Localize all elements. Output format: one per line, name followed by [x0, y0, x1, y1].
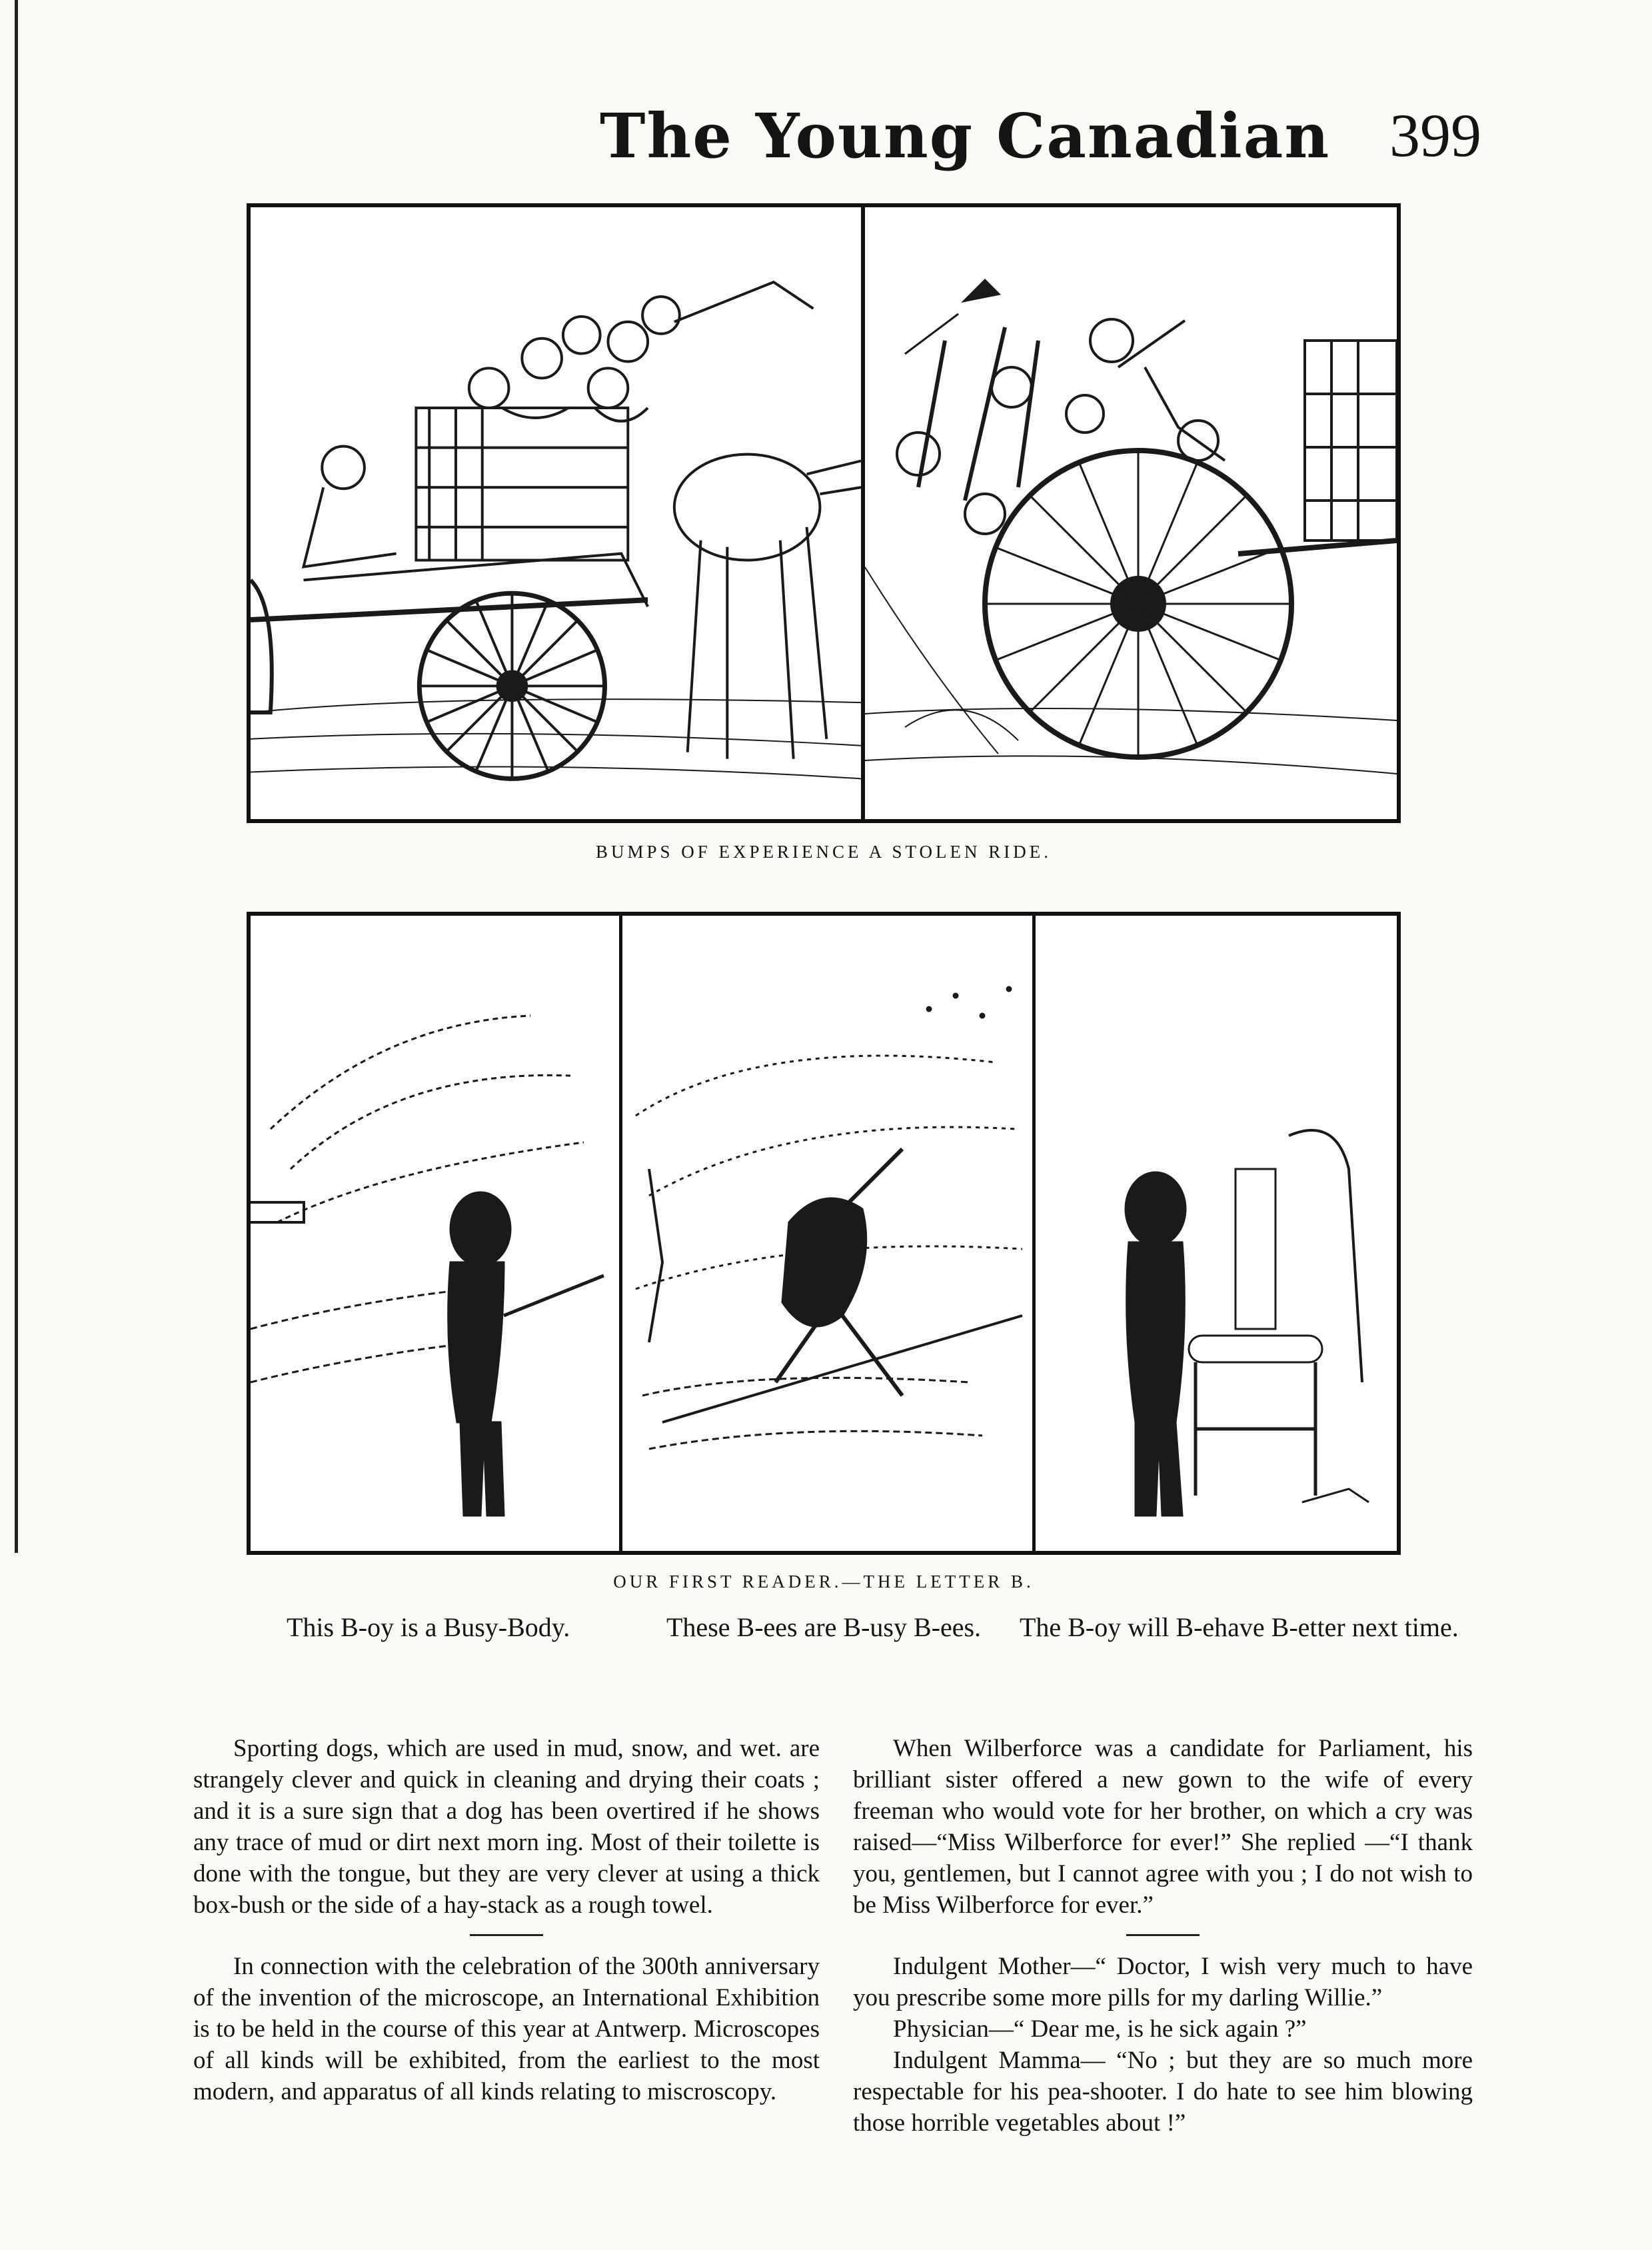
cart-crash-drawing	[865, 207, 1397, 819]
page-number: 399	[1389, 101, 1481, 169]
paragraph-indulgent-mother: Indulgent Mother—“ Doctor, I wish very much to have you prescribe some more pills for my darling Willie.”	[853, 1953, 1473, 2011]
masthead	[0, 100, 1652, 180]
paragraph-physician: Physician—“ Dear me, is he sick again ?”	[893, 2015, 1307, 2043]
paragraph-sporting-dogs: Sporting dogs, which are used in mud, snow, and wet. are strangely clever and quick in cleaning and drying their coats ; and it is a sure sign that a dog has been overtired if he shows any trace of mud or dirt next morn ing. Most of their toilette is done with the tongue, but they are very clever at using a thick box-bush or the side of a hay-stack as a rough towel.	[193, 1735, 820, 1919]
page-margin-rule	[15, 0, 18, 1553]
bees-swarm-drawing	[622, 916, 1032, 1551]
subcaption-behave-better: The B-oy will B-ehave B-etter next time.	[1020, 1612, 1459, 1642]
paragraph-indulgent-mamma: Indulgent Mamma— “No ; but they are so much more respectable for his pea-shooter. I do hate to see him blowing those horrible vegetables about !”	[853, 2047, 1473, 2137]
top-illustration	[247, 203, 1401, 823]
publication-title: The Young Canadian	[600, 100, 1331, 172]
paragraph-microscope-exhibition: In connection with the celebration of the 300th anniversary of the invention of the microscope, an International Exhibition is to be held in the course of this year at Antwerp. Microscopes of all kinds will be exhibited, from the earliest to the most modern, and apparatus of all kinds relating to miscroscopy.	[193, 1953, 820, 2105]
top-figure-caption: BUMPS OF EXPERIENCE A STOLEN RIDE.	[595, 842, 1052, 862]
subcaption-busy-body: This B-oy is a Busy-Body.	[287, 1612, 570, 1642]
illustration-panel-busy-body	[251, 916, 622, 1551]
left-column	[193, 1733, 820, 2107]
boy-with-stick-drawing	[251, 916, 619, 1551]
illustration-panel-crash	[865, 207, 1397, 819]
section-divider	[470, 1934, 543, 1936]
cart-ride-drawing	[251, 207, 861, 819]
boy-at-washstand-drawing	[1036, 916, 1397, 1551]
illustration-panel-ride	[251, 207, 865, 819]
illustration-panel-busy-bees	[622, 916, 1036, 1551]
bottom-figure-caption: OUR FIRST READER.—THE LETTER B.	[613, 1572, 1034, 1592]
illustration-panel-behave-better	[1036, 916, 1397, 1551]
paragraph-wilberforce: When Wilberforce was a candidate for Parliament, his brilliant sister offered a new gown to the wife of every freeman who would vote for her brother, on which a cry was raised—“Miss Wilberforce for ever!” She replied —“I thank you, gentlemen, but I cannot agree with you ; I do not wish to be Miss Wilberforce for ever.”	[853, 1735, 1473, 1919]
right-column	[853, 1733, 1473, 2139]
subcaption-busy-bees: These B-ees are B-usy B-ees.	[666, 1612, 982, 1642]
section-divider	[1126, 1934, 1200, 1936]
bottom-illustration	[247, 912, 1401, 1555]
